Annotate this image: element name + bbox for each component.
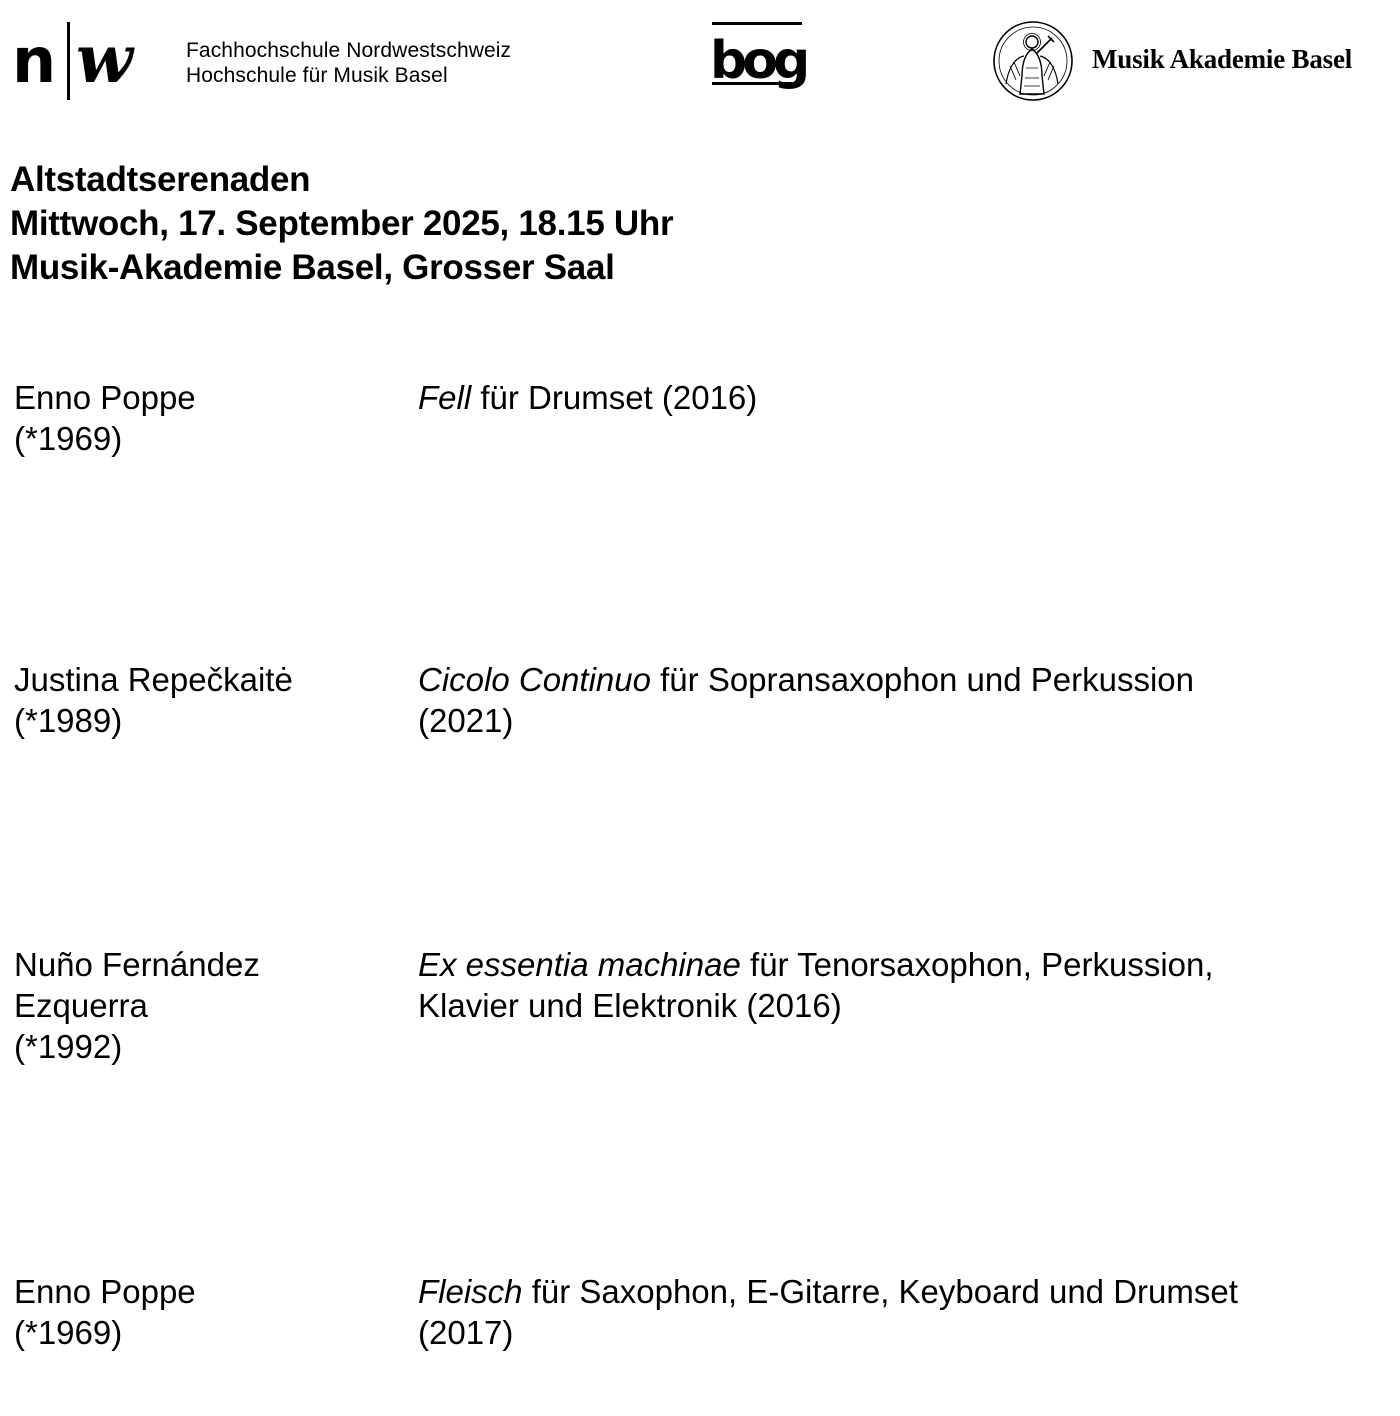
fhnw-name [186,38,511,88]
composer-name: Justina Repečkaitė [14,661,293,698]
work-title: Cicolo Continuo [418,661,651,698]
work [418,659,1288,741]
event-series: Altstadtserenaden [10,160,311,199]
work-detail: für Drumset (2016) [471,379,758,416]
work [418,377,1348,418]
svg-text:w: w [76,20,133,98]
fhnw-line-1: Fachhochschule Nordwestschweiz [186,39,512,62]
fhnw-wordmark-icon [12,20,162,102]
composer [14,659,394,741]
work-detail: für Sopransaxophon und Perkussion (2021) [418,661,1194,739]
musik-akademie-name: Musik Akademie Basel [1092,44,1353,74]
svg-text:bog: bog [710,31,806,91]
composer [14,944,314,1067]
work-title: Ex essentia machinae [418,946,741,983]
work-title: Fell [418,379,472,416]
composer [14,1271,394,1353]
fhnw-line-2: Hochschule für Musik Basel [186,64,448,87]
event-venue: Musik-Akademie Basel, Grosser Saal [10,248,615,287]
composer-birth: (*1969) [14,420,123,457]
musik-akademie-logo [992,20,1392,102]
svg-text:n: n [12,24,57,97]
work-title: Fleisch [418,1273,523,1310]
composer-name: Enno Poppe [14,1273,196,1310]
work [418,1271,1338,1353]
composer-name: Nuño Fernández Ezquerra [14,946,260,1024]
bog-logo-icon [710,20,806,102]
event-heading [10,158,673,290]
work [418,944,1298,1026]
work-detail: für Tenorsaxophon, Perkussion, Klavier und Elektronik (2016) [418,946,1214,1024]
composer-birth: (*1992) [14,1028,123,1065]
angel-seal-icon [992,20,1074,102]
bog-logo [710,20,806,102]
composer-birth: (*1969) [14,1314,123,1351]
work-detail: für Saxophon, E-Gitarre, Keyboard und Drumset (2017) [418,1273,1238,1351]
composer [14,377,394,459]
event-datetime: Mittwoch, 17. September 2025, 18.15 Uhr [10,204,674,243]
composer-name: Enno Poppe [14,379,196,416]
fhnw-logo [12,20,552,104]
composer-birth: (*1989) [14,702,123,739]
